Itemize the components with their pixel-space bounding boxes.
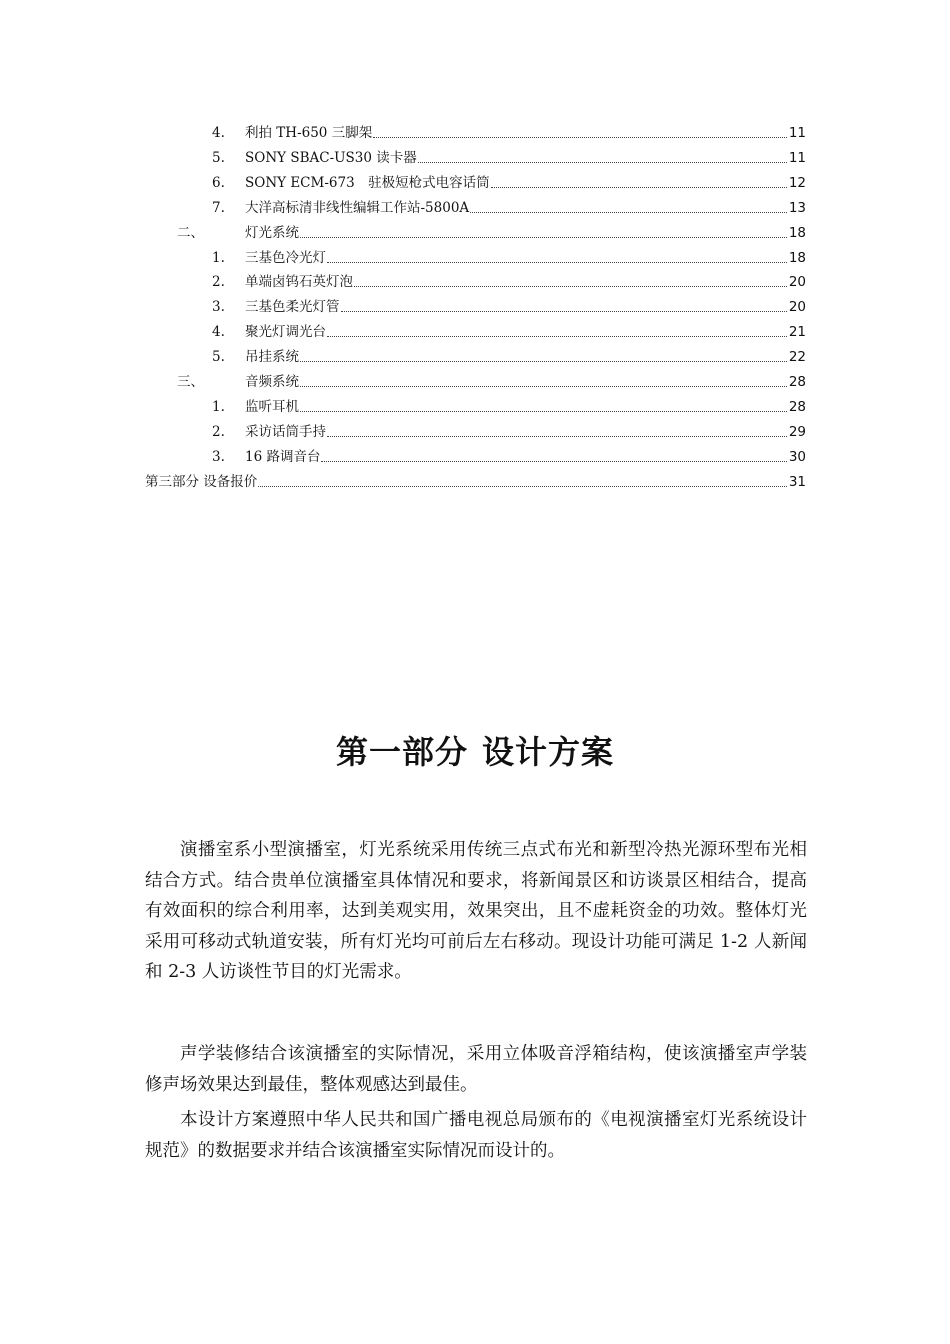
toc-entry-title: 吊挂系统 xyxy=(245,349,299,366)
toc-leader-dots xyxy=(470,212,787,213)
toc-entry-title: 利拍 TH-650 三脚架 xyxy=(245,125,373,141)
toc-entry-title: 三基色冷光灯 xyxy=(245,249,326,266)
toc-entry-number: 二、 xyxy=(177,224,204,241)
toc-leader-dots xyxy=(491,187,787,188)
toc-entry-page: 18 xyxy=(788,249,806,266)
toc-entry[interactable] xyxy=(212,273,806,291)
toc-entry-page: 11 xyxy=(788,125,806,141)
toc-entry-title: 大洋高标清非线性编辑工作站-5800A xyxy=(245,199,470,216)
toc-entry-number: 2. xyxy=(212,274,225,291)
toc-leader-dots xyxy=(258,486,787,487)
toc-leader-dots xyxy=(418,162,787,163)
toc-entry-number: 1. xyxy=(212,249,225,266)
toc-leader-dots xyxy=(341,311,787,312)
toc-entry-number: 3. xyxy=(212,299,225,316)
toc-entry[interactable] xyxy=(212,174,806,192)
toc-entry-number: 6. xyxy=(212,174,225,191)
section-heading xyxy=(0,727,950,773)
toc-entry[interactable] xyxy=(212,398,806,416)
toc-leader-dots xyxy=(321,461,786,462)
toc-entry[interactable] xyxy=(177,373,806,391)
heading-part: 第一部分 xyxy=(335,733,468,771)
body-paragraph: 演播室系小型演播室，灯光系统采用传统三点式布光和新型冷热光源环型布光相结合方式。结合贵单位演播室具体情况和要求，将新闻景区和访谈景区相结合，提高有效面积的综合利用率，达到美观实用，效果突出，且不虚耗资金的功效。整体灯光采用可移动式轨道安装，所有灯光均可前后左右移动。现设计功能可满足 1-2 人新闻和 2-3 人访谈性节目的灯光需求。 xyxy=(145,840,807,982)
toc-entry[interactable] xyxy=(177,224,806,242)
toc-entry-page: 20 xyxy=(788,299,806,316)
toc-entry[interactable] xyxy=(212,423,806,441)
toc-entry[interactable] xyxy=(212,298,806,316)
toc-entry[interactable] xyxy=(145,473,806,491)
toc-entry-number: 1. xyxy=(212,398,225,415)
toc-leader-dots xyxy=(327,262,787,263)
toc-leader-dots xyxy=(354,286,787,287)
toc-entry[interactable] xyxy=(212,323,806,341)
toc-entry-title: 单端卤钨石英灯泡 xyxy=(245,274,353,291)
toc-entry-title: 音频系统 xyxy=(245,374,299,390)
toc-entry-number: 3. xyxy=(212,448,225,465)
toc-entry-number: 5. xyxy=(212,349,225,366)
toc-entry-page: 11 xyxy=(788,149,806,166)
toc-entry-title: 三基色柔光灯管 xyxy=(245,299,340,316)
toc-entry-page: 22 xyxy=(788,349,806,366)
toc-entry-title: 灯光系统 xyxy=(245,224,299,241)
toc-entry-title: 16 路调音台 xyxy=(245,448,321,465)
toc-entry-title: 第三部分 设备报价 xyxy=(145,473,258,490)
toc-entry-title: 聚光灯调光台 xyxy=(245,324,326,341)
toc-entry-number: 三、 xyxy=(177,374,204,390)
toc-entry-page: 13 xyxy=(788,199,806,216)
toc-entry-title: 采访话筒手持 xyxy=(245,423,326,440)
toc-leader-dots xyxy=(300,411,787,412)
toc-leader-dots xyxy=(300,237,787,238)
toc-entry-number: 7. xyxy=(212,199,225,216)
toc-leader-dots xyxy=(300,386,787,387)
toc-entry[interactable] xyxy=(212,448,806,466)
toc-leader-dots xyxy=(327,336,787,337)
toc-entry-number: 2. xyxy=(212,423,225,440)
toc-entry[interactable] xyxy=(212,249,806,267)
toc-entry-page: 21 xyxy=(788,324,806,341)
toc-leader-dots xyxy=(327,436,787,437)
toc-leader-dots xyxy=(300,361,787,362)
heading-title: 设计方案 xyxy=(482,733,615,771)
toc-entry-page: 28 xyxy=(788,374,806,390)
toc-entry-number: 5. xyxy=(212,149,225,166)
toc-entry-page: 28 xyxy=(788,398,806,415)
toc-entry-page: 18 xyxy=(788,224,806,241)
body-paragraph: 本设计方案遵照中华人民共和国广播电视总局颁布的《电视演播室灯光系统设计规范》的数据要求并结合该演播室实际情况而设计的。 xyxy=(145,1110,807,1161)
toc-entry-page: 20 xyxy=(788,274,806,291)
toc-entry-number: 4. xyxy=(212,125,225,141)
toc-entry[interactable] xyxy=(212,348,806,366)
toc-entry-page: 29 xyxy=(788,423,806,440)
toc-entry-title: 监听耳机 xyxy=(245,398,299,415)
toc-leader-dots xyxy=(373,137,787,138)
toc-entry-title: SONY ECM-673 驻极短枪式电容话筒 xyxy=(245,174,490,191)
body-paragraph: 声学装修结合该演播室的实际情况，采用立体吸音浮箱结构，使该演播室声学装修声场效果达到最佳，整体观感达到最佳。 xyxy=(145,1044,807,1095)
toc-entry-page: 31 xyxy=(788,473,806,490)
toc-entry[interactable] xyxy=(212,149,806,167)
toc-entry[interactable] xyxy=(212,199,806,217)
toc-entry-page: 30 xyxy=(788,448,806,465)
toc-entry-number: 4. xyxy=(212,324,225,341)
toc-entry-title: SONY SBAC-US30 读卡器 xyxy=(245,149,417,166)
toc-entry[interactable] xyxy=(212,124,806,142)
toc-entry-page: 12 xyxy=(788,174,806,191)
